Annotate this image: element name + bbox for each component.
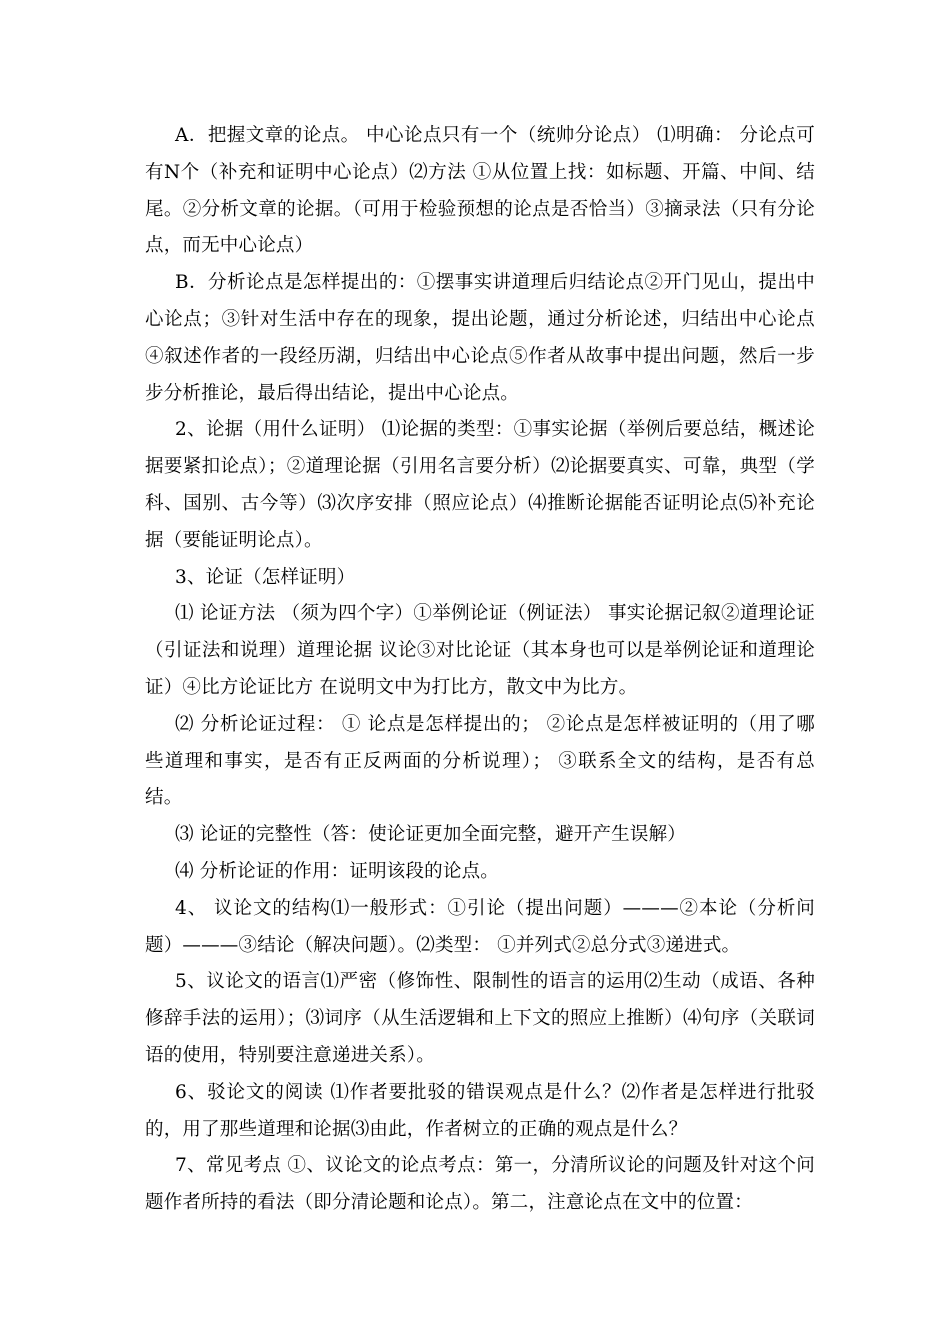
- paragraph-4-structure: 4、 议论文的结构⑴一般形式：①引论（提出问题）———②本论（分析问题）———③结论（解决问题）。⑵类型： ①并列式②总分式③递进式。: [145, 897, 815, 956]
- document-body: [145, 118, 815, 1222]
- paragraph-2-evidence: 2、论据（用什么证明） ⑴论据的类型：①事实论据（举例后要总结，概述论据要紧扣论点）；②道理论据（引用名言要分析）⑵论据要真实、可靠，典型（学科、国别、古今等）⑶次序安排（照应论点）⑷推断论据能否证明论点⑸补充论据（要能证明论点）。: [145, 419, 815, 551]
- paragraph-3-argumentation: 3、论证（怎样证明）: [175, 566, 356, 588]
- paragraph-5-language: 5、议论文的语言⑴严密（修饰性、限制性的语言的运用⑵生动（成语、各种修辞手法的运用）；⑶词序（从生活逻辑和上下文的照应上推断）⑷句序（关联词语的使用，特别要注意递进关系）。: [145, 971, 815, 1066]
- paragraph-3-4-function: ⑷ 分析论证的作用：证明该段的论点。: [175, 860, 499, 882]
- paragraph-b-thesis-origin: B．分析论点是怎样提出的：①摆事实讲道理后归结论点②开门见山，提出中心论点；③针对生活中存在的现象，提出论题，通过分析论述，归结出中心论点④叙述作者的一段经历湖，归结出中心论点⑤作者从故事中提出问题，然后一步步分析推论，最后得出结论，提出中心论点。: [145, 272, 815, 404]
- paragraph-3-1-methods: ⑴ 论证方法 （须为四个字）①举例论证（例证法） 事实论据记叙②道理论证（引证法和说理）道理论据 议论③对比论证（其本身也可以是举例论证和道理论证）④比方论证比方 在说明文中为打比方，散文中为比方。: [145, 603, 815, 698]
- paragraph-3-3-completeness: ⑶ 论证的完整性（答：使论证更加全面完整，避开产生误解）: [175, 824, 686, 846]
- paragraph-a-thesis: A．把握文章的论点。 中心论点只有一个（统帅分论点） ⑴明确： 分论点可有N个（补充和证明中心论点）⑵方法 ①从位置上找：如标题、开篇、中间、结尾。②分析文章的论据。（可用于检验预想的论点是否恰当）③摘录法（只有分论点，而无中心论点）: [145, 125, 815, 257]
- paragraph-7-exam-points: 7、常见考点 ①、议论文的论点考点：第一，分清所议论的问题及针对这个问题作者所持的看法（即分清论题和论点）。第二，注意论点在文中的位置：: [145, 1155, 815, 1214]
- paragraph-3-2-process: ⑵ 分析论证过程： ① 论点是怎样提出的； ②论点是怎样被证明的（用了哪些道理和事实，是否有正反两面的分析说理）； ③联系全文的结构，是否有总结。: [145, 713, 815, 809]
- paragraph-6-rebuttal: 6、驳论文的阅读 ⑴作者要批驳的错误观点是什么？⑵作者是怎样进行批驳的，用了那些道理和论据⑶由此，作者树立的正确的观点是什么？: [145, 1081, 815, 1140]
